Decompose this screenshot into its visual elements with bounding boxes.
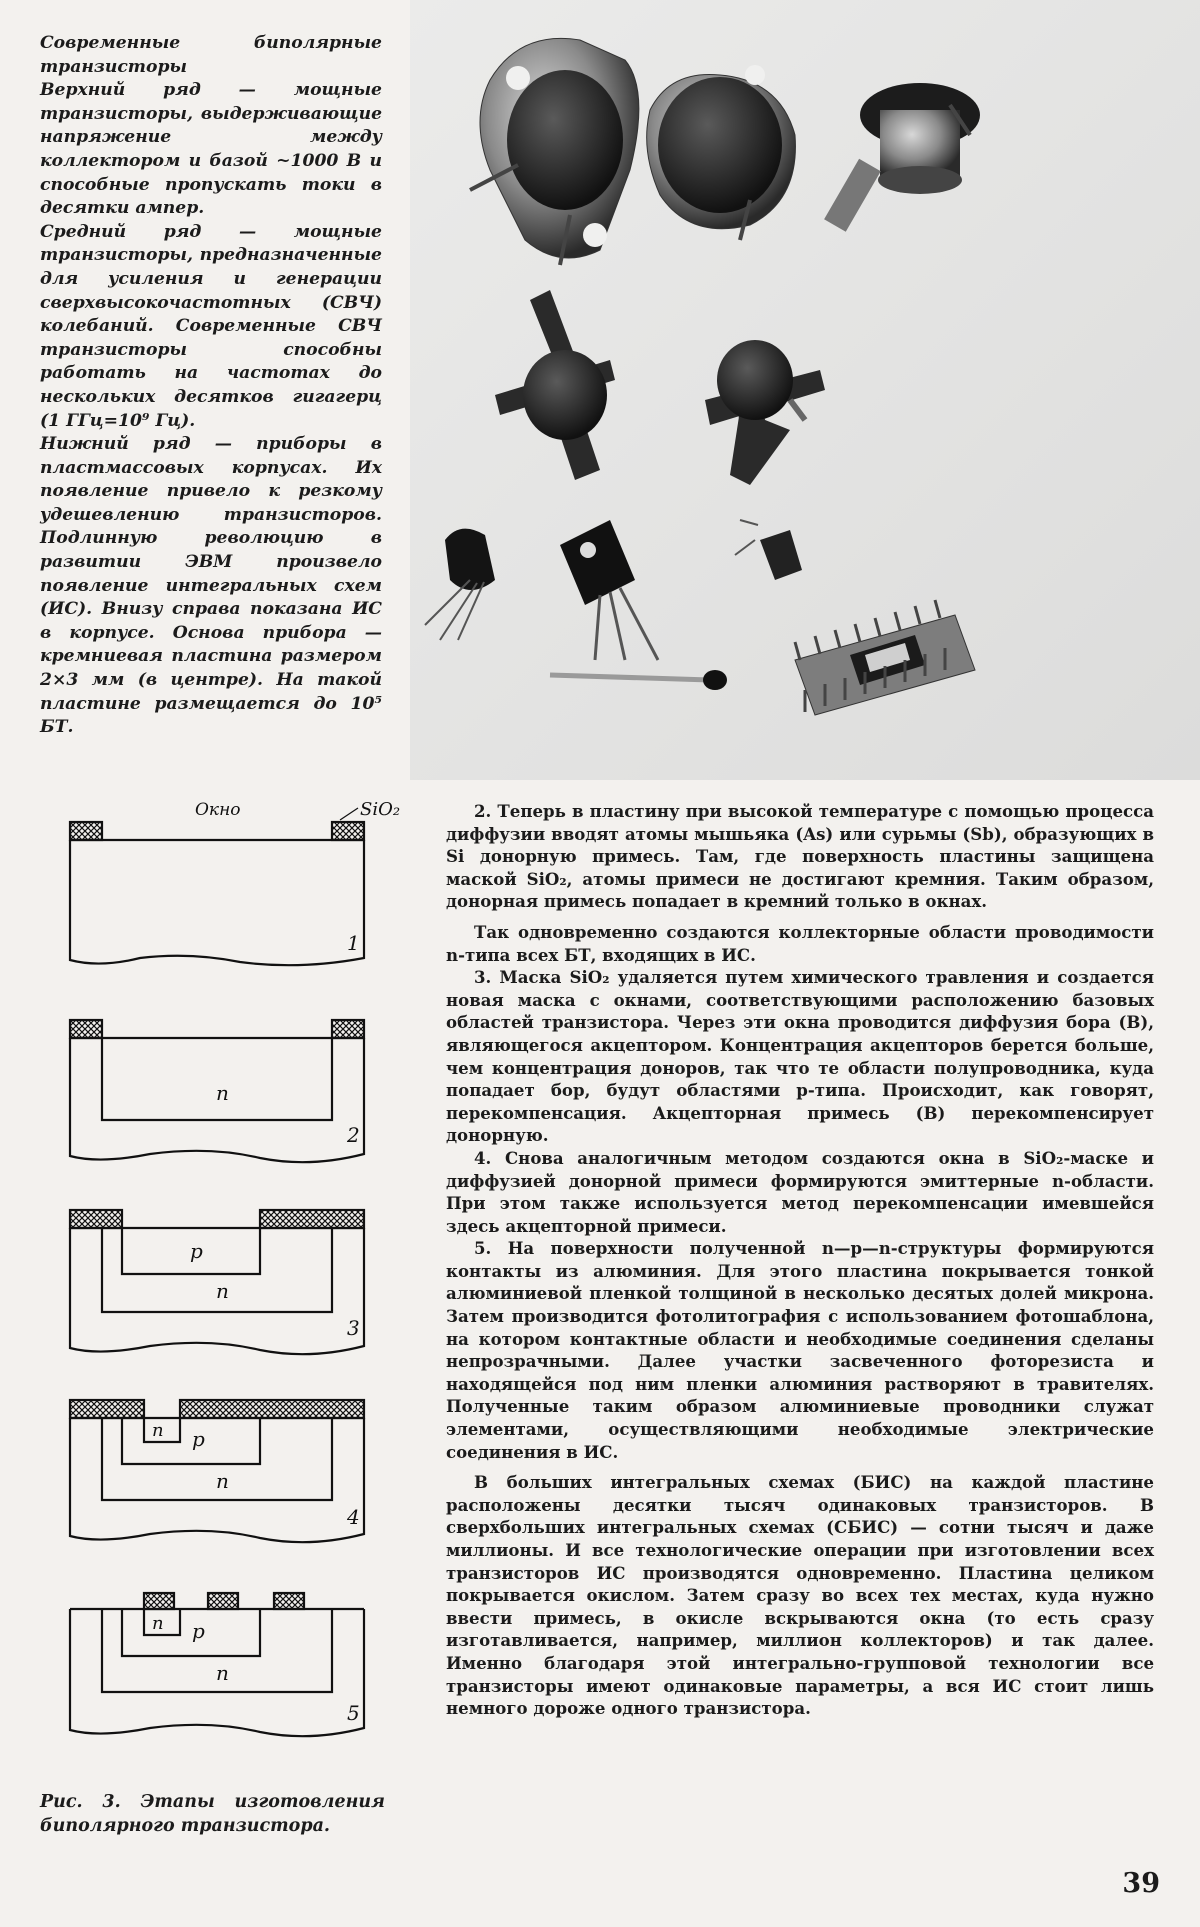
- photo-caption-bottom-row: Нижний ряд — приборы в пластмассовых корпусах. Их появление привело к резкому удешевлению транзисторов. Подлинную революцию в развитии ЭВМ произвело появление интегральных схем (ИС). Внизу справа показана ИС в корпусе. Основа прибора — кремниевая пластина размером 2×3 мм (в центре). На такой пластине размещается до 10⁵ БТ.: [40, 434, 382, 738]
- photo-caption-top-row: Верхний ряд — мощные транзисторы, выдерживающие напряжение между коллектором и базой ~1000 В и способные пропускать токи в десятки ампер.: [40, 80, 382, 219]
- n-region-label: n: [216, 1469, 229, 1493]
- stage-4-diagram: [70, 1400, 364, 1542]
- photo-caption-middle-row: Средний ряд — мощные транзисторы, предназначенные для усиления и генерации сверхвысокочастотных (СВЧ) колебаний. Современные СВЧ транзисторы способны работать на частотах до нескольких десятков гигагерц (1 ГГц=10⁹ Гц).: [40, 221, 382, 431]
- stage-3-diagram: [70, 1210, 364, 1354]
- paragraph-collector: Так одновременно создаются коллекторные области проводимости n-типа всех БТ, входящих в ИС.: [446, 921, 1154, 965]
- p-region-label: p: [192, 1619, 205, 1643]
- stage-2-diagram: [70, 1020, 364, 1162]
- n-region-label: n: [216, 1661, 229, 1685]
- photo-caption: [40, 32, 382, 740]
- window-label: Окно: [195, 800, 241, 820]
- paragraph-step-3: 3. Маска SiO₂ удаляется путем химического травления и создается новая маска с окнами, соответствующими расположению базовых областей транзистора. Через эти окна проводится диффузия бора (B), являющегося акцептором. Концентрация акцепторов берется больше, чем концентрация доноров, так что те области полупроводника, куда попадает бор, будут областями p-типа. Происходит, как говорят, перекомпенсация. Акцепторная примесь (B) перекомпенсирует донорную.: [446, 967, 1154, 1146]
- page-number: 39: [1122, 1868, 1160, 1899]
- body-text: [446, 800, 1154, 1728]
- stage-number-4: 4: [347, 1505, 360, 1529]
- stage-1-diagram: [70, 799, 400, 965]
- transistors-photo: [410, 0, 1200, 780]
- stage-5-diagram: [70, 1593, 364, 1736]
- n-region-label: n: [216, 1279, 229, 1303]
- stage-number-3: 3: [347, 1316, 360, 1340]
- paragraph-lsi: В больших интегральных схемах (БИС) на каждой пластине расположены десятки тысяч одинаковых транзисторов. В сверхбольших интегральных схемах (СБИС) — сотни тысяч и даже миллионы. И все технологические операции при изготовлении всех транзисторов ИС производятся одновременно. Пластина целиком покрывается окислом. Затем сразу во всех тех местах, куда нужно ввести примесь, в окисле вскрываются окна (то есть сразу изготавливается, например, миллион коллекторов) и так далее. Именно благодаря этой интегрально-групповой технологии все транзисторы имеют одинаковые параметры, а вся ИС стоит лишь немного дороже одного транзистора.: [446, 1472, 1154, 1719]
- paragraph-step-5: 5. На поверхности полученной n—p—n-структуры формируются контакты из алюминия. Для этого пластина покрывается тонкой алюминиевой пленкой толщиной в несколько десятых долей микрона. Затем производится фотолитография с использованием фотошаблона, на котором контактные области и необходимые соединения сделаны непрозрачными. Далее участки засвеченного фоторезиста и находящейся под ним пленки алюминия растворяют в травителях. Полученные таким образом алюминиевые проводники служат элементами, осуществляющими необходимые электрические соединения в ИС.: [446, 1238, 1154, 1462]
- stage-number-1: 1: [347, 931, 360, 955]
- fabrication-diagrams: [40, 780, 410, 1760]
- emitter-n-label: n: [152, 1420, 164, 1441]
- photo-caption-title: Современные биполярные транзисторы: [40, 33, 382, 77]
- p-region-label: p: [192, 1427, 205, 1451]
- p-region-label: p: [190, 1239, 203, 1263]
- figure-caption: Рис. 3. Этапы изготовления биполярного транзистора.: [40, 1792, 385, 1836]
- oxide-label: SiO₂: [360, 799, 401, 820]
- paragraph-step-4: 4. Снова аналогичным методом создаются окна в SiO₂-маске и диффузией донорной примеси формируются эмиттерные n-области. При этом также используется метод перекомпенсации имевшейся здесь акцепторной примеси.: [446, 1147, 1154, 1236]
- stage-number-2: 2: [347, 1123, 360, 1147]
- stage-number-5: 5: [347, 1701, 360, 1725]
- emitter-n-label: n: [152, 1613, 164, 1634]
- n-region-label: n: [216, 1081, 229, 1105]
- paragraph-step-2: 2. Теперь в пластину при высокой температуре с помощью процесса диффузии вводят атомы мышьяка (As) или сурьмы (Sb), образующих в Si донорную примесь. Там, где поверхность пластины защищена маской SiO₂, атомы примеси не достигают кремния. Таким образом, донорная примесь попадает в кремний только в окнах.: [446, 801, 1154, 912]
